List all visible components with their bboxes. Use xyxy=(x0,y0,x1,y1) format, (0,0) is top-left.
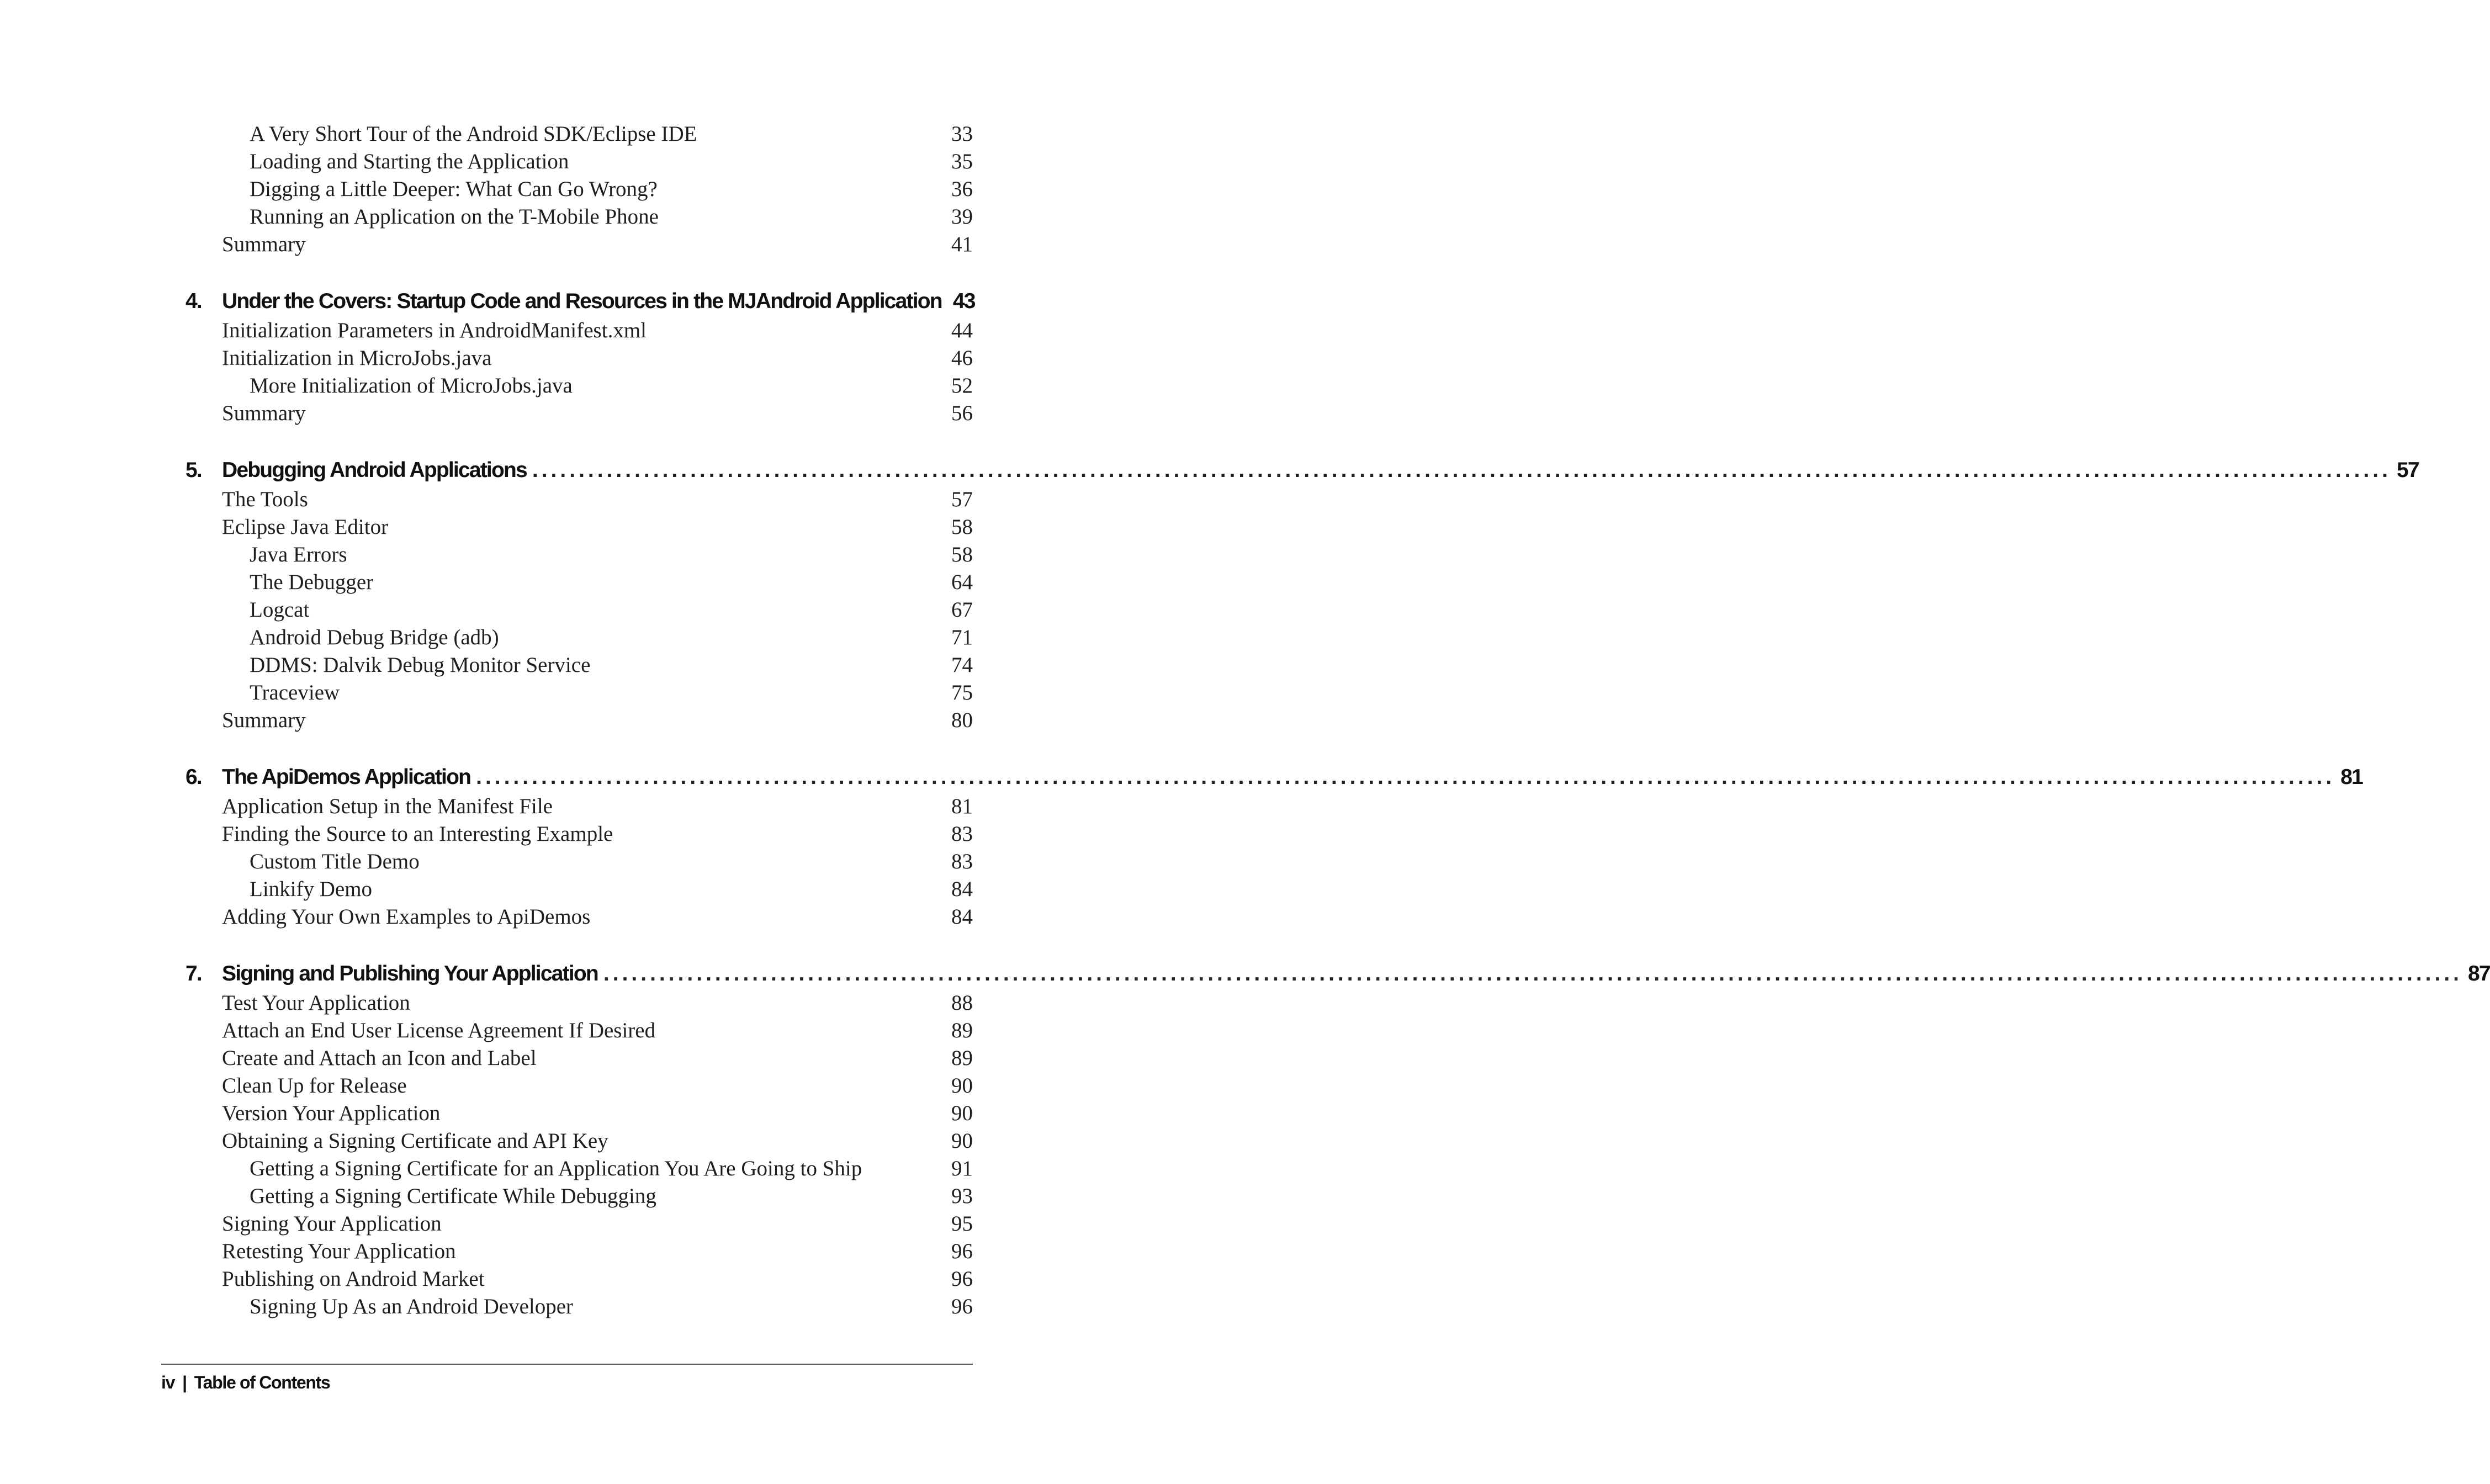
toc-entry[interactable] xyxy=(161,400,973,427)
page-footer xyxy=(161,1371,330,1393)
entry-page-number: 96 xyxy=(951,1267,973,1291)
entry-title: Android Debug Bridge (adb) xyxy=(250,626,499,649)
entry-title: Getting a Signing Certificate for an Application You Are Going to Ship xyxy=(250,1157,862,1180)
toc-chapter[interactable] xyxy=(161,960,2490,988)
entry-title: Attach an End User License Agreement If Desired xyxy=(222,1019,656,1042)
toc-entry[interactable] xyxy=(161,486,973,513)
toc-entry[interactable] xyxy=(161,707,973,734)
table-of-contents xyxy=(161,120,2490,1321)
toc-entry[interactable] xyxy=(161,1155,973,1183)
entry-page-number: 83 xyxy=(951,850,973,873)
entry-title: Java Errors xyxy=(250,543,347,566)
entry-title: Digging a Little Deeper: What Can Go Wrong? xyxy=(250,177,658,201)
entry-page-number: 81 xyxy=(951,794,973,818)
toc-entry[interactable] xyxy=(161,624,973,651)
chapter-title: The ApiDemos Application xyxy=(222,763,476,792)
toc-entry[interactable] xyxy=(161,1017,973,1045)
toc-entry[interactable] xyxy=(161,596,973,624)
toc-chapter[interactable] xyxy=(161,763,2362,792)
entry-page-number: 74 xyxy=(951,653,973,677)
entry-page-number: 39 xyxy=(951,205,973,229)
dot-leader: ........................................................................................................................................................................................................ xyxy=(476,765,2335,789)
toc-entry[interactable] xyxy=(161,651,973,679)
entry-page-number: 41 xyxy=(951,232,973,256)
toc-entry[interactable] xyxy=(161,541,973,569)
entry-title: The Tools xyxy=(222,487,308,511)
chapter-page-number: 57 xyxy=(2391,456,2419,485)
toc-entry[interactable] xyxy=(161,344,973,372)
entry-title: Summary xyxy=(222,708,306,732)
entry-title: Version Your Application xyxy=(222,1101,441,1125)
entry-page-number: 88 xyxy=(951,991,973,1015)
entry-title: The Debugger xyxy=(250,570,374,594)
entry-title: Initialization in MicroJobs.java xyxy=(222,346,492,370)
entry-page-number: 83 xyxy=(951,822,973,846)
entry-title: Application Setup in the Manifest File xyxy=(222,794,553,818)
entry-title: Test Your Application xyxy=(222,991,410,1015)
toc-entry[interactable] xyxy=(161,793,973,820)
entry-title: Eclipse Java Editor xyxy=(222,515,389,539)
toc-entry[interactable] xyxy=(161,1127,973,1155)
entry-page-number: 96 xyxy=(951,1239,973,1263)
entry-page-number: 95 xyxy=(951,1212,973,1236)
footer-separator: | xyxy=(182,1372,187,1392)
entry-title: Summary xyxy=(222,232,306,256)
entry-title: A Very Short Tour of the Android SDK/Eclipse IDE xyxy=(250,122,697,146)
entry-title: Getting a Signing Certificate While Debugging xyxy=(250,1184,656,1208)
footer-page-number: iv xyxy=(161,1372,175,1392)
toc-entry[interactable] xyxy=(161,903,973,931)
entry-page-number: 58 xyxy=(951,515,973,539)
entry-title: Linkify Demo xyxy=(250,877,373,901)
toc-entry[interactable] xyxy=(161,679,973,707)
entry-title: Custom Title Demo xyxy=(250,850,420,873)
toc-entry[interactable] xyxy=(161,1100,973,1127)
entry-page-number: 90 xyxy=(951,1129,973,1153)
entry-title: Clean Up for Release xyxy=(222,1074,407,1098)
entry-page-number: 90 xyxy=(951,1074,973,1098)
toc-entry[interactable] xyxy=(161,848,973,876)
entry-title: Signing Your Application xyxy=(222,1212,442,1236)
toc-entry[interactable] xyxy=(161,569,973,596)
toc-entry[interactable] xyxy=(161,876,973,903)
entry-page-number: 71 xyxy=(951,626,973,649)
entry-page-number: 89 xyxy=(951,1046,973,1070)
entry-page-number: 75 xyxy=(951,681,973,704)
toc-entry[interactable] xyxy=(161,1238,973,1265)
entry-page-number: 57 xyxy=(951,487,973,511)
entry-title: Retesting Your Application xyxy=(222,1239,456,1263)
chapter-title: Signing and Publishing Your Application xyxy=(222,960,603,988)
entry-title: Create and Attach an Icon and Label xyxy=(222,1046,537,1070)
entry-page-number: 93 xyxy=(951,1184,973,1208)
toc-entry[interactable] xyxy=(161,1210,973,1238)
toc-entry[interactable] xyxy=(161,1265,973,1293)
footer-rule xyxy=(161,1364,973,1365)
toc-entry[interactable] xyxy=(161,231,973,258)
chapter-title: Under the Covers: Startup Code and Resources in the MJAndroid Application xyxy=(222,287,947,316)
entry-title: Traceview xyxy=(250,681,340,704)
toc-entry[interactable] xyxy=(161,372,973,400)
chapter-number: 6. xyxy=(186,765,202,789)
toc-entry[interactable] xyxy=(161,1183,973,1210)
entry-page-number: 44 xyxy=(951,319,973,342)
chapter-number: 4. xyxy=(186,289,202,313)
entry-page-number: 84 xyxy=(951,905,973,929)
toc-chapter[interactable] xyxy=(161,456,2419,485)
toc-entry[interactable] xyxy=(161,148,973,176)
toc-entry[interactable] xyxy=(161,1293,973,1321)
entry-page-number: 64 xyxy=(951,570,973,594)
entry-title: Finding the Source to an Interesting Example xyxy=(222,822,613,846)
entry-page-number: 91 xyxy=(951,1157,973,1180)
entry-title: Logcat xyxy=(250,598,310,622)
entry-page-number: 35 xyxy=(951,150,973,173)
entry-title: Initialization Parameters in AndroidManifest.xml xyxy=(222,319,647,342)
entry-title: Adding Your Own Examples to ApiDemos xyxy=(222,905,591,929)
entry-page-number: 33 xyxy=(951,122,973,146)
entry-page-number: 96 xyxy=(951,1295,973,1318)
entry-page-number: 58 xyxy=(951,543,973,566)
entry-page-number: 90 xyxy=(951,1101,973,1125)
entry-title: Obtaining a Signing Certificate and API Key xyxy=(222,1129,608,1153)
entry-page-number: 89 xyxy=(951,1019,973,1042)
entry-page-number: 46 xyxy=(951,346,973,370)
toc-entry[interactable] xyxy=(161,1072,973,1100)
entry-page-number: 36 xyxy=(951,177,973,201)
entry-title: Loading and Starting the Application xyxy=(250,150,569,173)
chapter-page-number: 81 xyxy=(2335,763,2362,792)
toc-entry[interactable] xyxy=(161,1045,973,1072)
entry-title: Running an Application on the T-Mobile Phone xyxy=(250,205,659,229)
toc-entry[interactable] xyxy=(161,176,973,203)
chapter-page-number: 43 xyxy=(947,287,975,316)
toc-chapter[interactable] xyxy=(161,287,973,316)
dot-leader: ........................................................................................................................................................................................................ xyxy=(603,962,2462,985)
entry-title: Signing Up As an Android Developer xyxy=(250,1295,574,1318)
entry-title: Publishing on Android Market xyxy=(222,1267,485,1291)
entry-page-number: 67 xyxy=(951,598,973,622)
toc-entry[interactable] xyxy=(161,820,973,848)
entry-page-number: 56 xyxy=(951,401,973,425)
toc-entry[interactable] xyxy=(161,120,973,148)
footer-section-title: Table of Contents xyxy=(194,1372,330,1392)
chapter-page-number: 87 xyxy=(2462,960,2490,988)
dot-leader: ........................................................................................................................................................................................................ xyxy=(532,458,2391,482)
entry-title: DDMS: Dalvik Debug Monitor Service xyxy=(250,653,591,677)
entry-title: More Initialization of MicroJobs.java xyxy=(250,374,573,398)
toc-entry[interactable] xyxy=(161,989,973,1017)
entry-page-number: 52 xyxy=(951,374,973,398)
toc-entry[interactable] xyxy=(161,203,973,231)
entry-page-number: 84 xyxy=(951,877,973,901)
toc-entry[interactable] xyxy=(161,317,973,344)
toc-entry[interactable] xyxy=(161,513,973,541)
chapter-title: Debugging Android Applications xyxy=(222,456,532,485)
chapter-number: 7. xyxy=(186,962,202,985)
chapter-number: 5. xyxy=(186,458,202,482)
entry-page-number: 80 xyxy=(951,708,973,732)
entry-title: Summary xyxy=(222,401,306,425)
